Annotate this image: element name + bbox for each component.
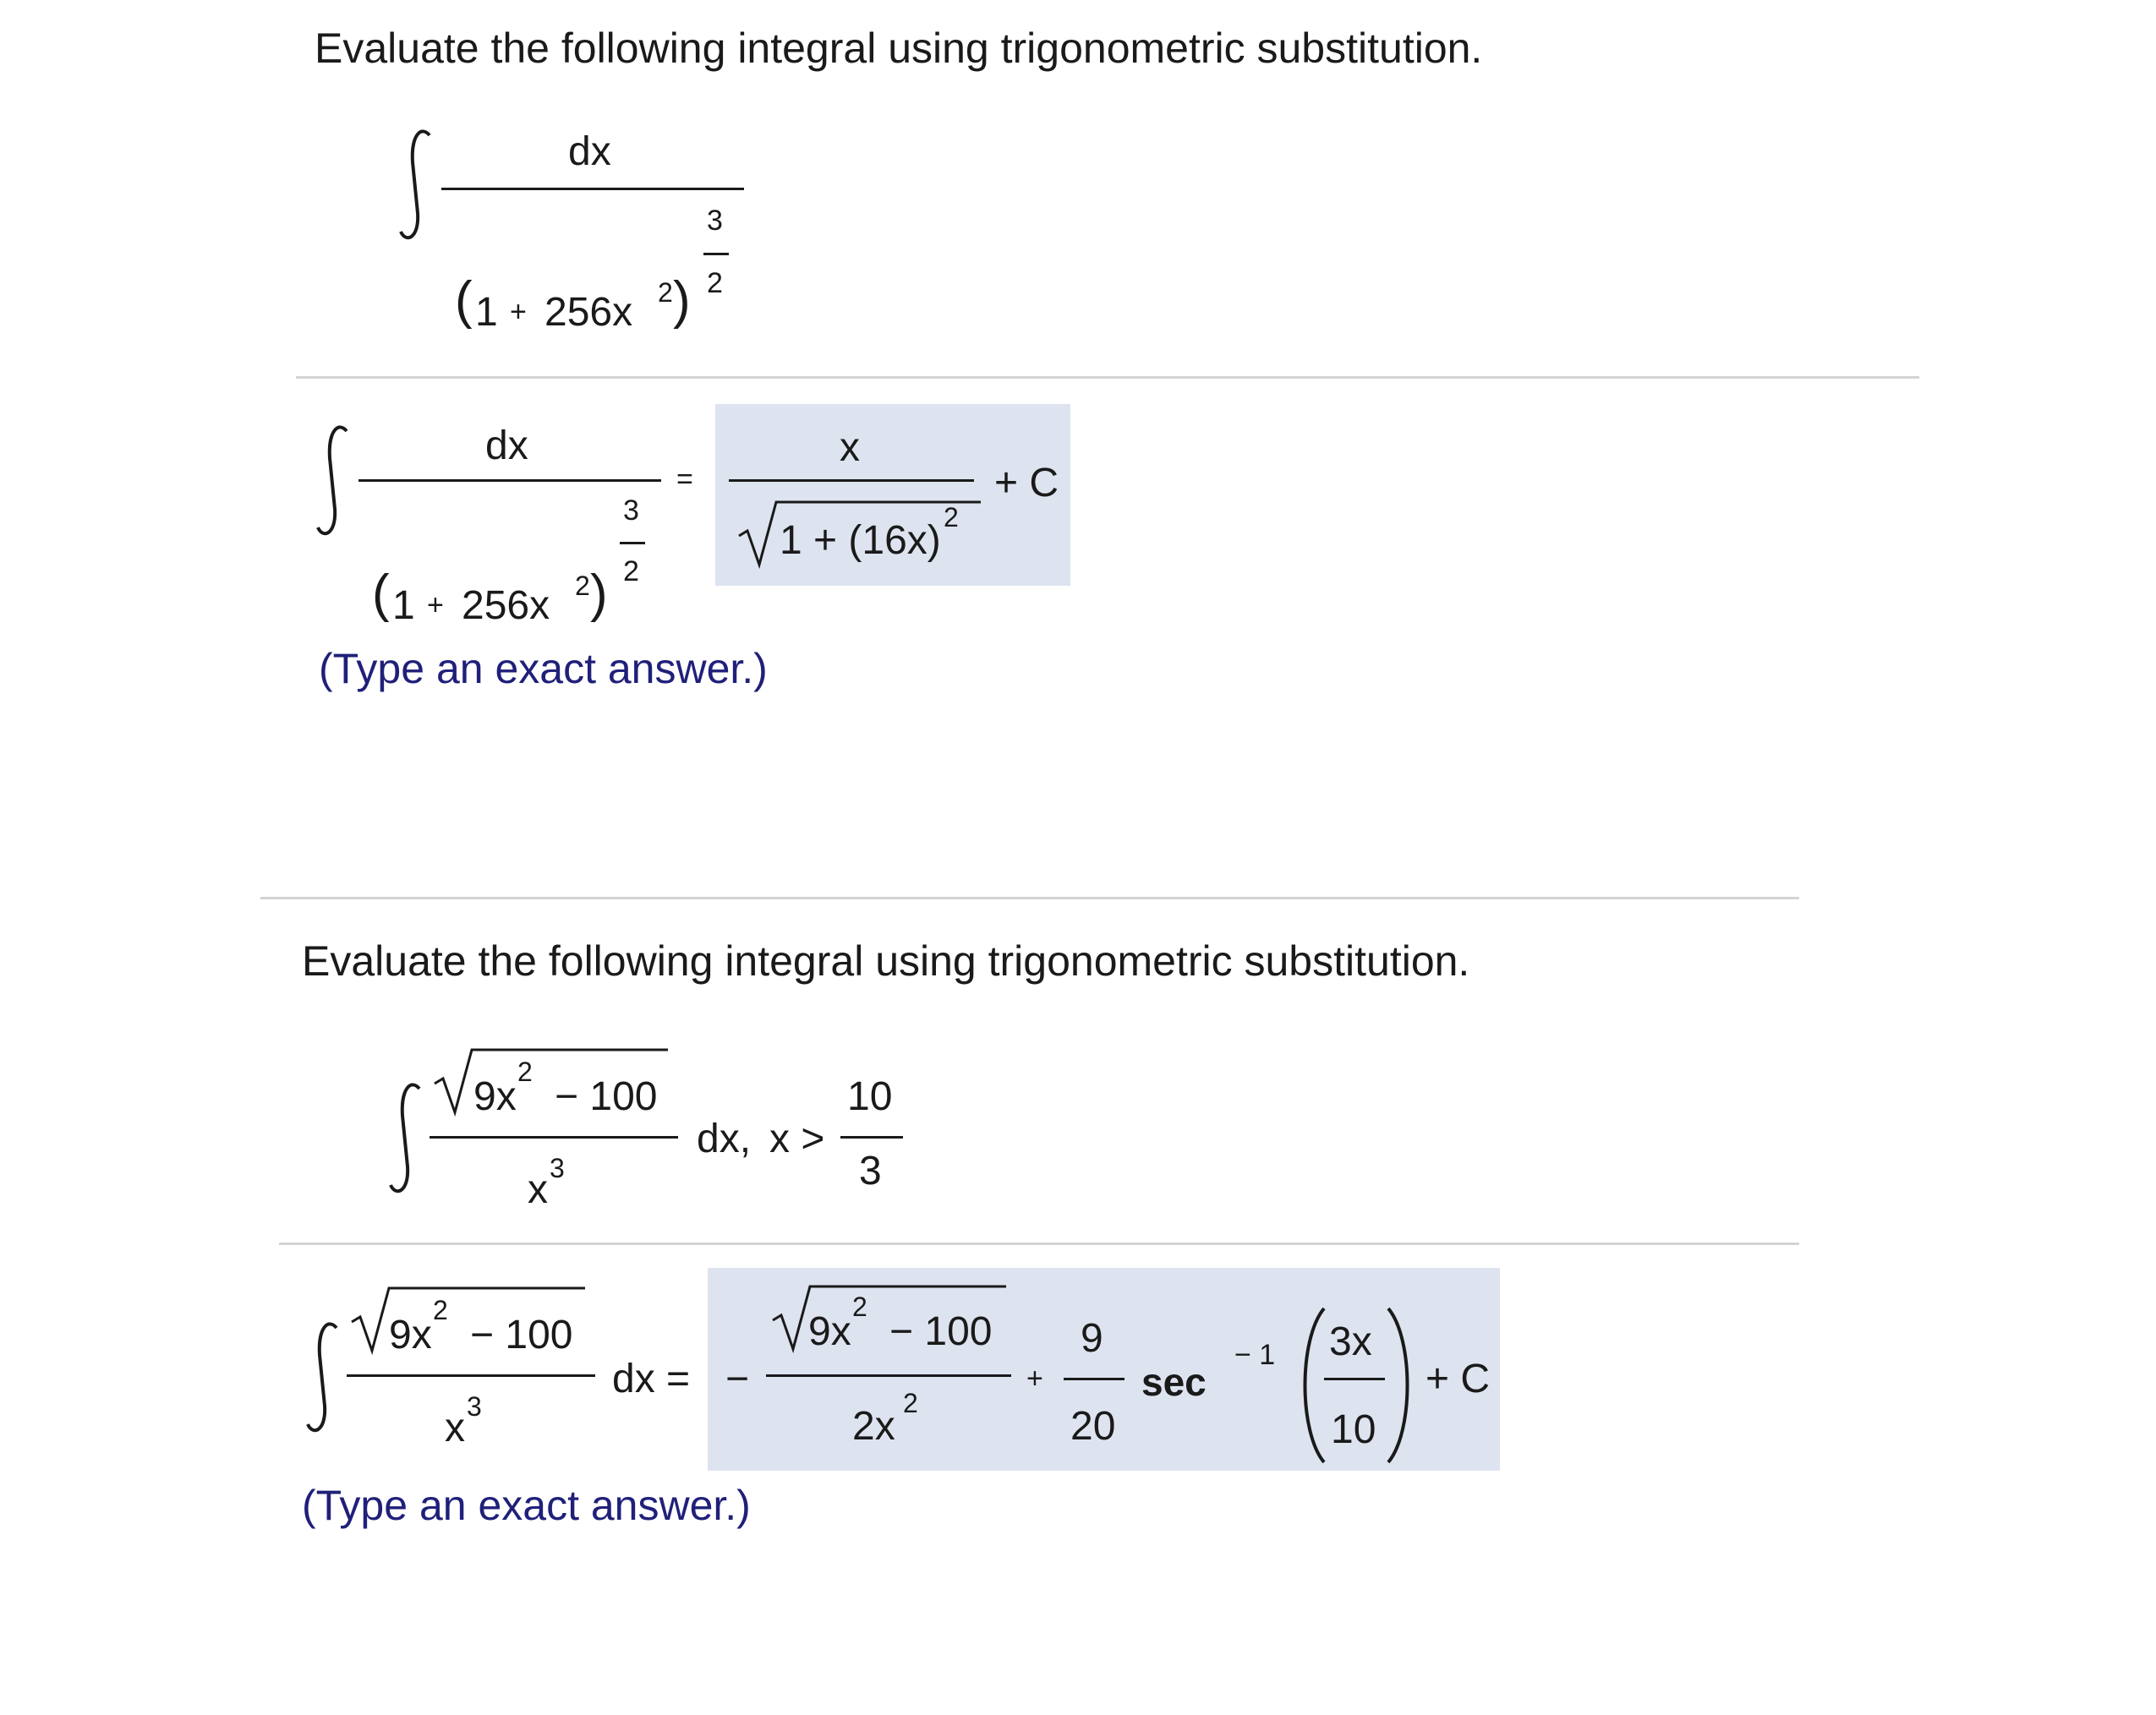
ans2-frac1-den-exp: 2 <box>903 1388 918 1418</box>
integral-sign-icon <box>386 1082 431 1197</box>
answer-numerator: x <box>840 425 860 470</box>
exp-fraction-bar <box>620 542 645 544</box>
ans2-frac1-den: 2x <box>852 1404 895 1449</box>
ans2-func-exp: − 1 <box>1234 1339 1276 1371</box>
problem-divider <box>260 897 1799 899</box>
fraction-bar <box>1324 1378 1385 1380</box>
p2-radicand-sq: 2 <box>517 1057 533 1087</box>
paren-close: ) <box>590 565 608 623</box>
ans2-arg-den: 10 <box>1331 1407 1376 1452</box>
p2-denominator: x <box>528 1167 548 1212</box>
p2-cond-den: 3 <box>859 1149 882 1193</box>
p2-ans-radicand-sq: 2 <box>433 1295 448 1325</box>
ans2-constant: + C <box>1425 1357 1491 1401</box>
fraction-bar <box>441 188 744 190</box>
problem1-ans-exp-num: 3 <box>623 494 639 527</box>
problem1-ans-den-one: 1 <box>392 583 415 628</box>
equals-sign: = <box>676 463 693 495</box>
p2-ans-denominator-exp: 3 <box>467 1391 482 1422</box>
integral-sign-icon <box>303 1321 348 1436</box>
problem1-ans-numerator: dx <box>485 423 528 468</box>
ans2-frac1-radicand-rest: − 100 <box>889 1309 993 1354</box>
section-divider <box>296 376 1919 379</box>
problem1-den-one: 1 <box>475 290 498 335</box>
fraction-bar <box>430 1136 678 1139</box>
answer-radicand: 1 + (16x) <box>780 518 941 563</box>
p2-denominator-exp: 3 <box>550 1153 565 1183</box>
problem1-den-sq: 2 <box>658 277 673 308</box>
answer-hint: (Type an exact answer.) <box>319 645 768 692</box>
problem2-prompt: Evaluate the following integral using trigonometric substitution. <box>302 937 1470 985</box>
ans2-arg-num: 3x <box>1329 1319 1372 1364</box>
p2-radicand-rest: − 100 <box>555 1074 658 1119</box>
p2-cond-num: 10 <box>847 1074 893 1119</box>
fraction-bar <box>729 479 974 482</box>
problem1-ans-den-coef: 256x <box>462 583 550 628</box>
problem1-den-plus: + <box>510 296 527 328</box>
problem1-prompt: Evaluate the following integral using trigonometric substitution. <box>315 25 1483 72</box>
p2-dx-equals: dx = <box>612 1357 691 1401</box>
problem1-exp-num: 3 <box>707 205 723 237</box>
problem1-ans-den-plus: + <box>427 589 444 621</box>
ans2-func: sec <box>1141 1360 1207 1404</box>
ans2-minus: − <box>725 1357 750 1401</box>
p2-differential: dx, <box>697 1117 752 1161</box>
answer-hint: (Type an exact answer.) <box>302 1482 751 1529</box>
paren-close: ) <box>673 271 691 330</box>
section-divider <box>279 1243 1799 1245</box>
paren-close-icon <box>1383 1305 1417 1466</box>
fraction-bar <box>840 1136 903 1139</box>
paren-open-icon <box>1295 1305 1329 1466</box>
fraction-bar <box>358 479 661 482</box>
exp-fraction-bar <box>703 253 729 255</box>
p2-ans-denominator: x <box>445 1406 465 1450</box>
p2-ans-radicand-rest: − 100 <box>470 1313 573 1357</box>
fraction-bar <box>766 1374 1011 1377</box>
problem1-ans-exp-den: 2 <box>623 555 639 587</box>
fraction-bar <box>347 1374 595 1377</box>
ans2-frac1-radicand-sq: 2 <box>852 1292 867 1322</box>
paren-open: ( <box>372 565 390 623</box>
problem1-numerator: dx <box>568 129 611 174</box>
answer-radicand-sq: 2 <box>944 502 959 533</box>
ans2-frac1-radicand: 9x <box>808 1309 851 1354</box>
problem1-exp-den: 2 <box>707 267 723 299</box>
ans2-coef-num: 9 <box>1081 1316 1103 1361</box>
ans2-coef-den: 20 <box>1070 1404 1116 1449</box>
problem1-den-coef: 256x <box>544 290 633 335</box>
answer-constant: + C <box>994 461 1059 505</box>
p2-condition: x > <box>769 1117 825 1161</box>
integral-sign-icon <box>396 128 441 243</box>
p2-radicand: 9x <box>473 1074 517 1119</box>
ans2-plus: + <box>1026 1363 1043 1395</box>
fraction-bar <box>1064 1378 1125 1380</box>
p2-ans-radicand: 9x <box>389 1313 432 1357</box>
paren-open: ( <box>455 271 473 330</box>
problem1-ans-den-sq: 2 <box>575 571 590 601</box>
integral-sign-icon <box>313 424 358 539</box>
